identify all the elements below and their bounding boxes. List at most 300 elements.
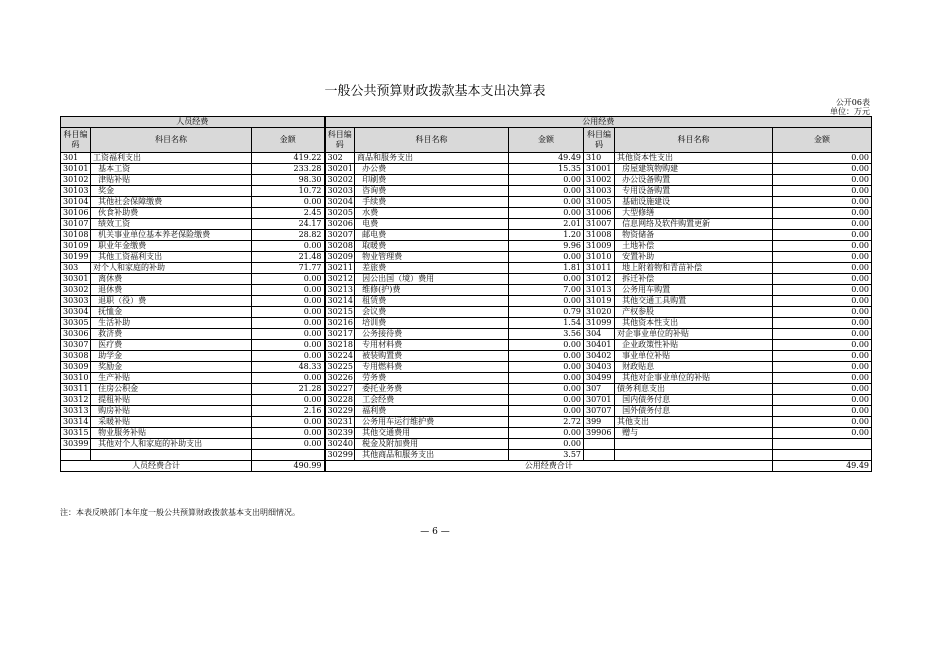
amount-cell: 233.28 — [252, 164, 325, 175]
amount-cell: 49.49 — [509, 153, 584, 164]
code-cell: 30102 — [61, 175, 91, 186]
name-cell: 物资储备 — [615, 230, 773, 241]
name-cell: 其他社会保障缴费 — [91, 197, 252, 208]
amount-cell: 419.22 — [252, 153, 325, 164]
name-cell: 公务用车运行维护费 — [355, 417, 509, 428]
table-row — [61, 219, 872, 230]
amount-cell: 0.00 — [252, 241, 325, 252]
footnote: 注：本表反映部门本年度一般公共预算财政拨款基本支出明细情况。 — [60, 508, 300, 517]
table-row — [61, 175, 872, 186]
code-cell: 30303 — [61, 296, 91, 307]
code-cell: 30240 — [325, 439, 355, 450]
amount-cell: 0.00 — [252, 340, 325, 351]
name-cell: 维修(护)费 — [355, 285, 509, 296]
name-cell: 基本工资 — [91, 164, 252, 175]
code-cell: 30399 — [61, 439, 91, 450]
amount-cell: 0.00 — [773, 186, 872, 197]
name-cell: 会议费 — [355, 307, 509, 318]
amount-cell: 0.00 — [773, 406, 872, 417]
amount-cell: 0.00 — [252, 285, 325, 296]
code-cell: 30309 — [61, 362, 91, 373]
code-cell: 30313 — [61, 406, 91, 417]
name-cell: 对企事业单位的补贴 — [615, 329, 773, 340]
table-row — [61, 362, 872, 373]
name-cell: 税金及附加费用 — [355, 439, 509, 450]
amount-cell: 0.00 — [773, 263, 872, 274]
name-cell: 提租补贴 — [91, 395, 252, 406]
amount-cell: 0.00 — [252, 318, 325, 329]
code-cell: 30108 — [61, 230, 91, 241]
table-row — [61, 395, 872, 406]
amount-cell: 9.96 — [509, 241, 584, 252]
name-cell: 租赁费 — [355, 296, 509, 307]
name-cell: 专用材料费 — [355, 340, 509, 351]
table-row — [61, 318, 872, 329]
amount-cell: 0.00 — [252, 373, 325, 384]
page-number: — 6 — — [420, 527, 450, 537]
name-cell: 其他资本性支出 — [615, 318, 773, 329]
name-cell: 专用燃料费 — [355, 362, 509, 373]
name-cell: 公务用车购置 — [615, 285, 773, 296]
code-cell: 30212 — [325, 274, 355, 285]
name-header: 科目名称 — [91, 128, 252, 153]
name-cell: 国外债务付息 — [615, 406, 773, 417]
code-cell: 31012 — [584, 274, 615, 285]
amount-cell: 0.00 — [509, 406, 584, 417]
code-cell: 30226 — [325, 373, 355, 384]
personnel-total-value: 490.99 — [252, 461, 325, 472]
code-cell: 30499 — [584, 373, 615, 384]
amount-cell — [773, 450, 872, 461]
table-row — [61, 274, 872, 285]
code-cell: 30217 — [325, 329, 355, 340]
name-header: 科目名称 — [355, 128, 509, 153]
code-cell: 30307 — [61, 340, 91, 351]
amount-cell: 0.00 — [773, 252, 872, 263]
code-cell: 31001 — [584, 164, 615, 175]
name-cell: 安置补助 — [615, 252, 773, 263]
table-row — [61, 164, 872, 175]
code-cell: 399 — [584, 417, 615, 428]
amount-cell: 0.00 — [773, 208, 872, 219]
amount-cell: 0.00 — [509, 175, 584, 186]
amount-cell: 98.30 — [252, 175, 325, 186]
code-cell: 30218 — [325, 340, 355, 351]
code-cell: 31020 — [584, 307, 615, 318]
expenditure-table — [60, 116, 872, 472]
unit-label: 单位：万元 — [830, 107, 870, 116]
table-row — [61, 241, 872, 252]
code-cell: 30701 — [584, 395, 615, 406]
group-header-row — [61, 117, 872, 128]
amount-cell: 1.54 — [509, 318, 584, 329]
amount-cell: 0.00 — [773, 153, 872, 164]
name-cell: 信息网络及软件购置更新 — [615, 219, 773, 230]
name-cell: 土地补偿 — [615, 241, 773, 252]
code-cell: 30308 — [61, 351, 91, 362]
code-cell: 30201 — [325, 164, 355, 175]
amount-cell: 0.00 — [509, 186, 584, 197]
amount-cell: 0.00 — [509, 439, 584, 450]
name-cell: 生活补助 — [91, 318, 252, 329]
table-row — [61, 428, 872, 439]
table-row — [61, 406, 872, 417]
amount-cell: 0.00 — [509, 395, 584, 406]
name-cell: 住房公积金 — [91, 384, 252, 395]
amount-cell: 0.00 — [773, 230, 872, 241]
amount-cell — [773, 439, 872, 450]
amount-cell: 0.00 — [509, 197, 584, 208]
name-cell: 大型修缮 — [615, 208, 773, 219]
amount-cell: 0.00 — [773, 197, 872, 208]
amount-cell: 0.00 — [773, 373, 872, 384]
code-cell: 30306 — [61, 329, 91, 340]
code-header: 科目编码 — [325, 128, 355, 153]
amount-cell: 3.57 — [509, 450, 584, 461]
name-header: 科目名称 — [615, 128, 773, 153]
amount-cell: 0.00 — [252, 417, 325, 428]
page-title: 一般公共预算财政拨款基本支出决算表 — [324, 84, 546, 99]
name-cell: 办公设备购置 — [615, 175, 773, 186]
name-cell: 离休费 — [91, 274, 252, 285]
name-cell: 其他工资福利支出 — [91, 252, 252, 263]
table-body — [61, 153, 872, 461]
name-cell: 因公出国（境）费用 — [355, 274, 509, 285]
amount-cell: 2.45 — [252, 208, 325, 219]
name-cell: 基础设施建设 — [615, 197, 773, 208]
name-cell: 国内债务付息 — [615, 395, 773, 406]
amount-cell: 0.00 — [509, 384, 584, 395]
amount-cell: 0.00 — [773, 340, 872, 351]
table-row — [61, 340, 872, 351]
code-cell: 307 — [584, 384, 615, 395]
amount-cell: 0.00 — [773, 351, 872, 362]
name-cell: 邮电费 — [355, 230, 509, 241]
amount-cell: 48.33 — [252, 362, 325, 373]
amount-cell: 0.00 — [252, 274, 325, 285]
code-cell: 30310 — [61, 373, 91, 384]
amount-cell: 0.00 — [252, 428, 325, 439]
totals-row — [61, 461, 872, 472]
name-cell: 取暖费 — [355, 241, 509, 252]
code-cell: 30205 — [325, 208, 355, 219]
amount-cell: 0.00 — [509, 252, 584, 263]
amount-cell: 0.00 — [509, 274, 584, 285]
amount-cell: 0.00 — [509, 340, 584, 351]
table-row — [61, 450, 872, 461]
table-row — [61, 230, 872, 241]
table-row — [61, 197, 872, 208]
name-cell: 采暖补贴 — [91, 417, 252, 428]
code-cell: 30199 — [61, 252, 91, 263]
column-header-row — [61, 128, 872, 153]
code-cell: 31002 — [584, 175, 615, 186]
amount-cell: 0.00 — [252, 197, 325, 208]
amount-cell: 0.00 — [252, 351, 325, 362]
personnel-group-header: 人员经费 — [61, 117, 325, 128]
code-cell: 30299 — [325, 450, 355, 461]
amount-cell: 3.56 — [509, 329, 584, 340]
public-total-value: 49.49 — [773, 461, 872, 472]
amount-cell: 0.00 — [773, 395, 872, 406]
code-cell: 30403 — [584, 362, 615, 373]
code-cell: 30301 — [61, 274, 91, 285]
code-cell: 30227 — [325, 384, 355, 395]
public-total-label: 公用经费合计 — [325, 461, 773, 472]
name-cell: 差旅费 — [355, 263, 509, 274]
amount-cell: 0.00 — [773, 175, 872, 186]
table-row — [61, 373, 872, 384]
code-cell: 30109 — [61, 241, 91, 252]
name-cell — [615, 439, 773, 450]
name-cell: 其他支出 — [615, 417, 773, 428]
amount-cell: 0.00 — [509, 373, 584, 384]
code-cell: 30228 — [325, 395, 355, 406]
name-cell: 电费 — [355, 219, 509, 230]
table-row — [61, 439, 872, 450]
amount-cell: 0.00 — [252, 307, 325, 318]
table-row — [61, 351, 872, 362]
name-cell: 工资福利支出 — [91, 153, 252, 164]
code-cell: 302 — [325, 153, 355, 164]
amount-cell: 2.01 — [509, 219, 584, 230]
personnel-total-label: 人员经费合计 — [61, 461, 252, 472]
code-cell: 30216 — [325, 318, 355, 329]
code-cell: 31008 — [584, 230, 615, 241]
code-cell: 30103 — [61, 186, 91, 197]
code-cell: 30215 — [325, 307, 355, 318]
name-cell: 绩效工资 — [91, 219, 252, 230]
code-cell: 301 — [61, 153, 91, 164]
amount-cell: 10.72 — [252, 186, 325, 197]
code-cell: 304 — [584, 329, 615, 340]
amount-cell: 0.00 — [509, 351, 584, 362]
amount-cell: 71.77 — [252, 263, 325, 274]
name-cell: 水费 — [355, 208, 509, 219]
name-cell: 劳务费 — [355, 373, 509, 384]
amount-cell: 0.00 — [773, 362, 872, 373]
amount-cell: 0.00 — [773, 329, 872, 340]
name-cell: 赠与 — [615, 428, 773, 439]
name-cell: 奖金 — [91, 186, 252, 197]
table-row — [61, 417, 872, 428]
table-row — [61, 296, 872, 307]
code-cell: 31005 — [584, 197, 615, 208]
name-cell: 其他资本性支出 — [615, 153, 773, 164]
code-cell: 30239 — [325, 428, 355, 439]
name-cell: 机关事业单位基本养老保险缴费 — [91, 230, 252, 241]
amount-cell: 21.48 — [252, 252, 325, 263]
name-cell: 咨询费 — [355, 186, 509, 197]
name-cell: 购房补贴 — [91, 406, 252, 417]
name-cell — [91, 450, 252, 461]
public-group-header: 公用经费 — [325, 117, 872, 128]
name-cell: 抚恤金 — [91, 307, 252, 318]
amount-cell: 0.00 — [509, 208, 584, 219]
name-cell: 退职（役）费 — [91, 296, 252, 307]
amount-cell: 0.00 — [252, 395, 325, 406]
name-cell: 商品和服务支出 — [355, 153, 509, 164]
amount-cell: 1.81 — [509, 263, 584, 274]
name-cell: 津贴补贴 — [91, 175, 252, 186]
name-cell — [615, 450, 773, 461]
name-cell: 其他对个人和家庭的补助支出 — [91, 439, 252, 450]
amount-cell: 0.00 — [773, 307, 872, 318]
code-cell: 31013 — [584, 285, 615, 296]
code-cell: 30305 — [61, 318, 91, 329]
name-cell: 房屋建筑物购建 — [615, 164, 773, 175]
code-cell: 31007 — [584, 219, 615, 230]
table-row — [61, 153, 872, 164]
amount-cell: 0.00 — [509, 362, 584, 373]
name-cell: 生产补贴 — [91, 373, 252, 384]
name-cell: 债务利息支出 — [615, 384, 773, 395]
name-cell: 工会经费 — [355, 395, 509, 406]
amount-cell: 7.00 — [509, 285, 584, 296]
amount-cell: 24.17 — [252, 219, 325, 230]
name-cell: 助学金 — [91, 351, 252, 362]
name-cell: 福利费 — [355, 406, 509, 417]
amount-cell: 2.16 — [252, 406, 325, 417]
table-row — [61, 307, 872, 318]
name-cell: 事业单位补贴 — [615, 351, 773, 362]
name-cell: 奖励金 — [91, 362, 252, 373]
name-cell: 拆迁补偿 — [615, 274, 773, 285]
name-cell: 救济费 — [91, 329, 252, 340]
code-cell: 30401 — [584, 340, 615, 351]
code-cell: 303 — [61, 263, 91, 274]
amount-cell: 28.82 — [252, 230, 325, 241]
code-cell: 30106 — [61, 208, 91, 219]
table-row — [61, 384, 872, 395]
code-header: 科目编码 — [584, 128, 615, 153]
amount-cell: 0.00 — [252, 329, 325, 340]
amount-cell: 0.00 — [509, 428, 584, 439]
code-cell: 30302 — [61, 285, 91, 296]
code-cell: 30204 — [325, 197, 355, 208]
code-cell: 31011 — [584, 263, 615, 274]
code-cell: 31010 — [584, 252, 615, 263]
amount-cell: 0.00 — [773, 241, 872, 252]
table-row — [61, 285, 872, 296]
code-cell: 30224 — [325, 351, 355, 362]
name-cell: 办公费 — [355, 164, 509, 175]
amount-cell: 0.00 — [773, 417, 872, 428]
amount-cell: 0.00 — [773, 384, 872, 395]
amount-cell: 0.00 — [773, 274, 872, 285]
code-cell: 30231 — [325, 417, 355, 428]
table-row — [61, 252, 872, 263]
name-cell: 对个人和家庭的补助 — [91, 263, 252, 274]
name-cell: 印刷费 — [355, 175, 509, 186]
code-cell — [584, 450, 615, 461]
name-cell: 企业政策性补贴 — [615, 340, 773, 351]
code-cell: 30206 — [325, 219, 355, 230]
amount-header: 金额 — [509, 128, 584, 153]
table-code: 公开06表 — [835, 98, 870, 107]
name-cell: 其他交通费用 — [355, 428, 509, 439]
code-cell: 30208 — [325, 241, 355, 252]
amount-cell: 1.20 — [509, 230, 584, 241]
amount-cell: 0.00 — [773, 219, 872, 230]
code-cell: 31009 — [584, 241, 615, 252]
amount-cell: 0.00 — [773, 285, 872, 296]
code-cell: 30707 — [584, 406, 615, 417]
amount-cell: 0.00 — [773, 296, 872, 307]
amount-cell: 0.79 — [509, 307, 584, 318]
code-cell: 30304 — [61, 307, 91, 318]
code-cell: 30315 — [61, 428, 91, 439]
code-cell: 30104 — [61, 197, 91, 208]
name-cell: 医疗费 — [91, 340, 252, 351]
code-cell: 30402 — [584, 351, 615, 362]
name-cell: 委托业务费 — [355, 384, 509, 395]
name-cell: 地上附着物和青苗补偿 — [615, 263, 773, 274]
code-cell: 30314 — [61, 417, 91, 428]
name-cell: 其他交通工具购置 — [615, 296, 773, 307]
amount-cell: 21.28 — [252, 384, 325, 395]
code-cell: 30107 — [61, 219, 91, 230]
name-cell: 专用设备购置 — [615, 186, 773, 197]
table-row — [61, 186, 872, 197]
code-cell: 30202 — [325, 175, 355, 186]
name-cell: 其他对企事业单位的补贴 — [615, 373, 773, 384]
code-cell: 30229 — [325, 406, 355, 417]
code-cell: 39906 — [584, 428, 615, 439]
name-cell: 培训费 — [355, 318, 509, 329]
code-cell: 31099 — [584, 318, 615, 329]
name-cell: 公务接待费 — [355, 329, 509, 340]
name-cell: 职业年金缴费 — [91, 241, 252, 252]
amount-cell: 0.00 — [252, 296, 325, 307]
code-cell: 31006 — [584, 208, 615, 219]
code-cell: 30225 — [325, 362, 355, 373]
code-cell: 30311 — [61, 384, 91, 395]
code-cell: 30207 — [325, 230, 355, 241]
code-cell: 31003 — [584, 186, 615, 197]
code-cell: 30101 — [61, 164, 91, 175]
code-cell: 30211 — [325, 263, 355, 274]
code-cell — [61, 450, 91, 461]
code-cell: 30312 — [61, 395, 91, 406]
amount-cell: 0.00 — [509, 296, 584, 307]
name-cell: 退休费 — [91, 285, 252, 296]
name-cell: 其他商品和服务支出 — [355, 450, 509, 461]
code-cell: 31019 — [584, 296, 615, 307]
amount-cell: 0.00 — [773, 318, 872, 329]
name-cell: 财政贴息 — [615, 362, 773, 373]
amount-header: 金额 — [252, 128, 325, 153]
amount-cell: 0.00 — [773, 164, 872, 175]
amount-cell: 0.00 — [252, 439, 325, 450]
table-row — [61, 329, 872, 340]
amount-cell — [252, 450, 325, 461]
name-cell: 被装购置费 — [355, 351, 509, 362]
table-row — [61, 263, 872, 274]
name-cell: 物业服务补贴 — [91, 428, 252, 439]
amount-cell: 0.00 — [773, 428, 872, 439]
amount-cell: 2.72 — [509, 417, 584, 428]
name-cell: 手续费 — [355, 197, 509, 208]
code-cell: 30214 — [325, 296, 355, 307]
code-cell: 30213 — [325, 285, 355, 296]
table-row — [61, 208, 872, 219]
amount-header: 金额 — [773, 128, 872, 153]
code-cell — [584, 439, 615, 450]
name-cell: 产权参股 — [615, 307, 773, 318]
code-header: 科目编码 — [61, 128, 91, 153]
name-cell: 伙食补助费 — [91, 208, 252, 219]
